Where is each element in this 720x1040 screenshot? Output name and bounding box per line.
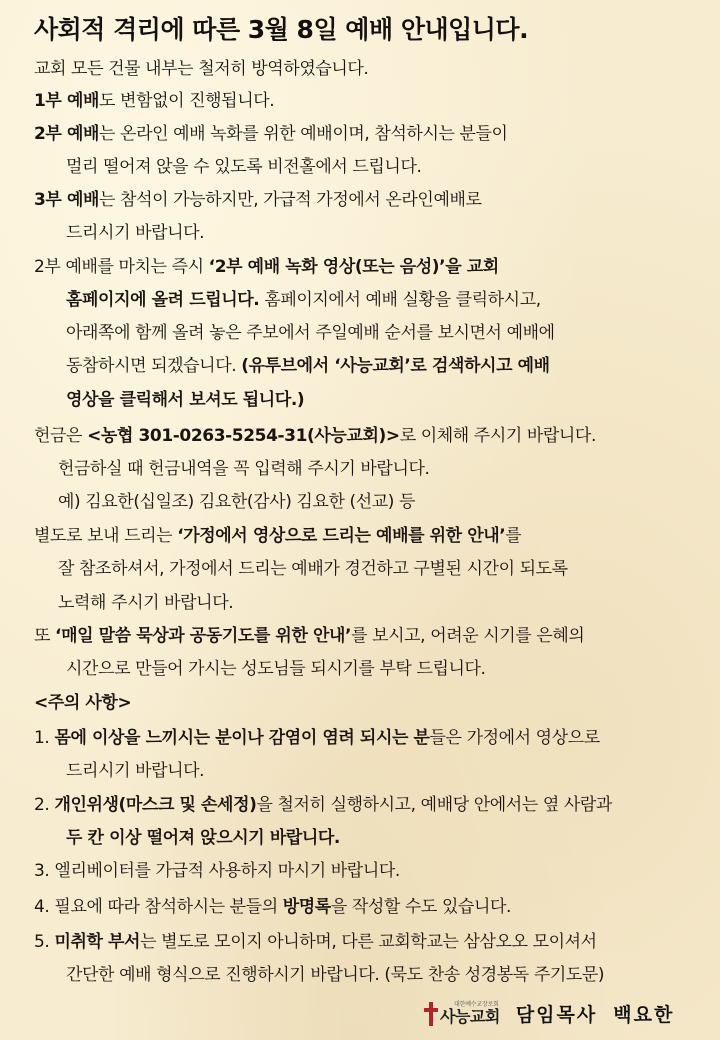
notice-line [66, 289, 541, 311]
notice-line [66, 827, 340, 849]
emphasis-text: 3부 예배 [34, 190, 100, 210]
cross-icon [424, 1002, 438, 1026]
notice-line [66, 760, 204, 782]
notice-line [58, 458, 430, 480]
body-text: 을 철저히 실행하시고, 예배당 안에서는 옆 사람과 [256, 795, 612, 815]
notice-line [34, 425, 596, 447]
emphasis-text: 2부 예배 [34, 124, 100, 144]
body-text: 간단한 예배 형식으로 진행하시기 바랍니다. (묵도 찬송 성경봉독 주기도문) [66, 965, 605, 985]
body-text: 2. [34, 795, 55, 815]
body-text: 드리시기 바랍니다. [66, 223, 205, 243]
body-text: 또 [34, 626, 56, 646]
notice-line [66, 322, 555, 344]
pastor-role: 담임목사 [515, 1003, 598, 1026]
body-text: 1. [34, 728, 55, 748]
body-text: 를 보시고, 어려운 시기를 은혜의 [351, 626, 585, 646]
notice-line [34, 794, 612, 816]
emphasis-text: ‘가정에서 영상으로 드리는 예배를 위한 안내’ [177, 526, 506, 546]
body-text: 를 [505, 526, 522, 546]
denomination-label: 대한예수교장로회 [454, 1000, 499, 1008]
notice-line [66, 156, 421, 178]
pastor-name: 백요한 [613, 1003, 675, 1026]
body-text: 노력해 주시기 바랍니다. [58, 593, 234, 613]
body-text: 5. [34, 932, 55, 952]
emphasis-text: 1부 예배 [34, 91, 100, 111]
body-text: 아래쪽에 함께 올려 놓은 주보에서 주일예배 순서를 보시면서 예배에 [66, 323, 555, 343]
body-text: 교회 모든 건물 내부는 철저히 방역하였습니다. [34, 59, 369, 79]
body-text: 예) 김요한(십일조) 김요한(감사) 김요한 (선교) 등 [58, 492, 416, 512]
body-text: 시간으로 만들어 가시는 성도님들 되시기를 부탁 드립니다. [66, 659, 486, 679]
body-text: 2부 예배를 마치는 즉시 [34, 257, 209, 277]
notice-line [34, 931, 597, 953]
emphasis-text: ‘매일 말씀 묵상과 공동기도를 위한 안내’ [55, 626, 352, 646]
notice-line [34, 525, 521, 547]
emphasis-text: <주의 사항> [34, 693, 132, 713]
body-text: 잘 참조하셔서, 가정에서 드리는 예배가 경건하고 구별된 시간이 되도록 [58, 559, 568, 579]
body-text: 는 별도로 모이지 아니하며, 다른 교회학교는 삼삼오오 모이셔서 [140, 932, 597, 952]
signature-footer [424, 996, 674, 1030]
notice-line [66, 222, 204, 244]
body-text: 로 이체해 주시기 바랍니다. [399, 426, 596, 446]
church-logo [424, 1001, 500, 1026]
notice-line [34, 625, 584, 647]
emphasis-text: 미취학 부서 [54, 932, 141, 952]
body-text: 을 작성할 수도 있습니다. [330, 897, 512, 917]
notice-line [66, 389, 304, 411]
notice-line [34, 896, 511, 918]
notice-line [58, 491, 415, 513]
notice-line [34, 727, 600, 749]
body-text: 헌금하실 때 헌금내역을 꼭 입력해 주시기 바랍니다. [58, 459, 430, 479]
body-text: 3. 엘리베이터를 가급적 사용하지 마시기 바랍니다. [34, 861, 400, 881]
body-text: 는 참석이 가능하지만, 가급적 가정에서 온라인예배로 [99, 190, 482, 210]
body-text: 별도로 보내 드리는 [34, 526, 178, 546]
notice-line [58, 558, 568, 580]
notice-line [58, 592, 233, 614]
emphasis-text: 영상을 클릭해서 보셔도 됩니다.) [66, 390, 305, 410]
emphasis-text: ‘2부 예배 녹화 영상(또는 음성)’을 교회 [208, 257, 499, 277]
notice-line [66, 658, 486, 680]
body-text: 홈페이지에서 예배 실황을 클릭하시고, [259, 290, 541, 310]
emphasis-text: 두 칸 이상 떨어져 앉으시기 바랍니다. [66, 828, 340, 848]
notice-line [34, 58, 368, 80]
notice-line [34, 123, 508, 145]
emphasis-text: (유투브에서 ‘사능교회’로 검색하시고 예배 [241, 356, 550, 376]
body-text: 4. 필요에 따라 참석하시는 분들의 [34, 897, 283, 917]
body-text: 헌금은 [34, 426, 88, 446]
church-name: 사능교회 [440, 1006, 500, 1026]
body-text: 도 변함없이 진행됩니다. [99, 91, 275, 111]
emphasis-text: 홈페이지에 올려 드립니다. [66, 290, 260, 310]
body-text: 드리시기 바랍니다. [66, 761, 205, 781]
body-text: 동참하시면 되겠습니다. [66, 356, 242, 376]
emphasis-text: 개인위생(마스크 및 손세정) [54, 795, 257, 815]
body-text: 들은 가정에서 영상으로 [429, 728, 600, 748]
body-text: 멀리 떨어져 앉을 수 있도록 비전홀에서 드립니다. [66, 157, 422, 177]
notice-line [34, 860, 400, 882]
emphasis-text: <농협 301-0263-5254-31(사능교회)> [87, 426, 400, 446]
notice-line [34, 189, 482, 211]
notice-line [34, 692, 131, 714]
body-text: 는 온라인 예배 녹화를 위한 예배이며, 참석하시는 분들이 [99, 124, 508, 144]
emphasis-text: 몸에 이상을 느끼시는 분이나 감염이 염려 되시는 분 [54, 728, 430, 748]
notice-line [66, 964, 604, 986]
notice-line [34, 256, 499, 278]
pastor-signature [516, 1000, 674, 1027]
emphasis-text: 방명록 [282, 897, 331, 917]
notice-line [66, 355, 550, 377]
notice-line [34, 90, 274, 112]
page-title: 사회적 격리에 따른 3월 8일 예배 안내입니다. [34, 15, 529, 44]
